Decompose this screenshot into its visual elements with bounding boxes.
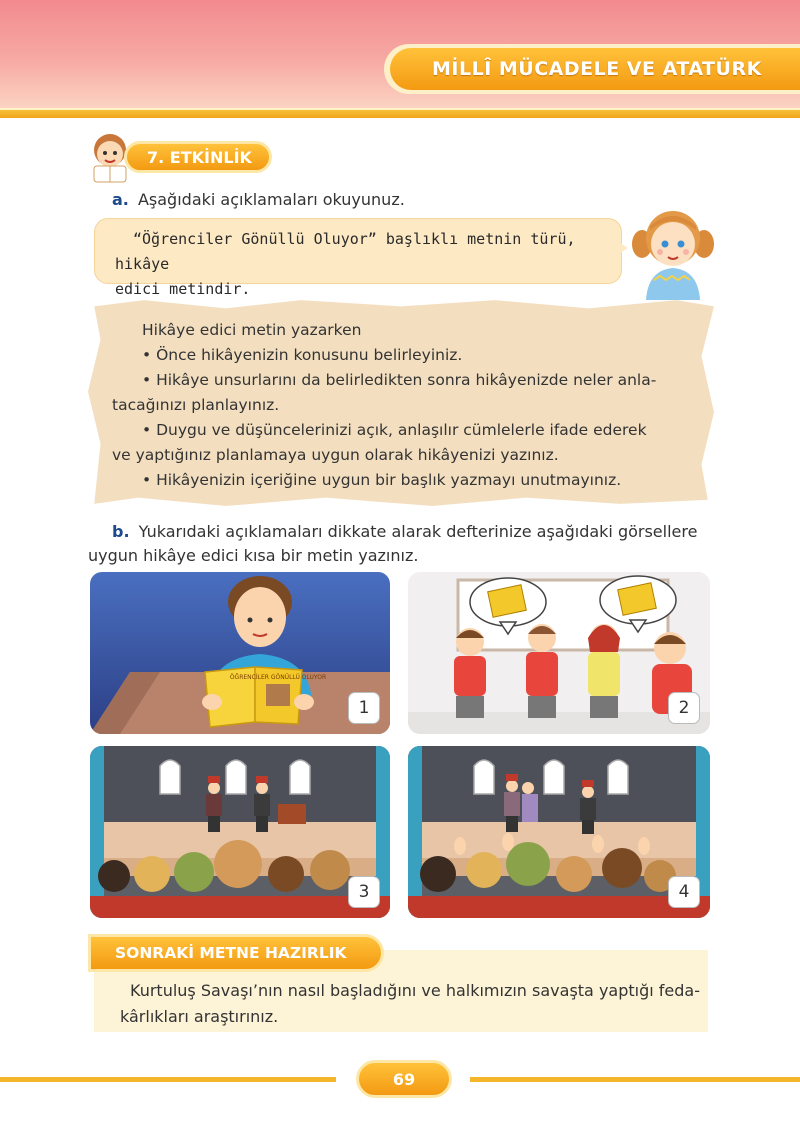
panel-number: 3 <box>348 876 380 908</box>
illustration-panel-2 <box>408 572 710 734</box>
activity-label: 7. ETKİNLİK <box>124 141 272 173</box>
page-number: 69 <box>356 1060 452 1098</box>
illustration-panel-3 <box>90 746 390 918</box>
header-rule <box>0 108 800 118</box>
children-talking-illustration <box>408 572 710 734</box>
speech-bubble <box>94 218 622 298</box>
next-text-body: Kurtuluş Savaşı’nın nasıl başladığını ve halkımızın savaşta yaptığı feda- kârlıkları araştırınız. <box>120 981 700 1026</box>
unit-title-banner <box>384 44 800 94</box>
girl-icon <box>628 204 718 300</box>
speech-line-1: “Öğrenciler Gönüllü Oluyor” başlıklı metnin türü, hikâye <box>115 230 576 273</box>
scroll-line: Hikâye edici metin yazarken <box>142 321 362 339</box>
scroll-line: • Hikâye unsurlarını da belirledikten sonra hikâyenizde neler anla- <box>142 371 657 389</box>
scroll-line: • Hikâyenizin içeriğine uygun bir başlık yazmayı unutmayınız. <box>142 471 622 489</box>
section-a-letter: a. <box>112 190 129 209</box>
section-b-letter: b. <box>112 522 130 541</box>
book-cover-title: ÖĞRENCİLER GÖNÜLLÜ OLUYOR <box>229 674 327 681</box>
next-text-title: SONRAKİ METNE HAZIRLIK <box>88 934 384 972</box>
section-b-paragraph <box>88 520 708 568</box>
activity-badge <box>80 128 270 184</box>
audience-applause-illustration <box>408 746 710 918</box>
instruction-list <box>112 318 702 493</box>
speech-bubble-tail <box>612 238 628 258</box>
footer-line-right <box>470 1077 800 1082</box>
section-b-text: Yukarıdaki açıklamaları dikkate alarak defterinize aşağıdaki görsellere uygun hikâye edici kısa bir metin yazınız. <box>88 522 698 565</box>
stage-play-illustration <box>90 746 390 918</box>
panel-number: 1 <box>348 692 380 724</box>
section-a-text: Aşağıdaki açıklamaları okuyunuz. <box>137 190 405 209</box>
illustration-panel-4 <box>408 746 710 918</box>
speech-line-2: edici metindir. <box>115 280 251 298</box>
scroll-line: tacağınızı planlayınız. <box>112 396 280 414</box>
panel-number: 4 <box>668 876 700 908</box>
section-a-instruction <box>112 190 405 209</box>
scroll-line: ve yaptığınız planlamaya uygun olarak hikâyenizi yazınız. <box>112 446 559 464</box>
scroll-line: • Önce hikâyenizin konusunu belirleyiniz. <box>142 346 463 364</box>
illustration-panel-1 <box>90 572 390 734</box>
boy-reading-illustration <box>90 572 390 734</box>
unit-title: MİLLÎ MÜCADELE VE ATATÜRK <box>390 48 800 90</box>
panel-number: 2 <box>668 692 700 724</box>
scroll-line: • Duygu ve düşüncelerinizi açık, anlaşılır cümlelerle ifade ederek <box>142 421 647 439</box>
footer-line-left <box>0 1077 336 1082</box>
